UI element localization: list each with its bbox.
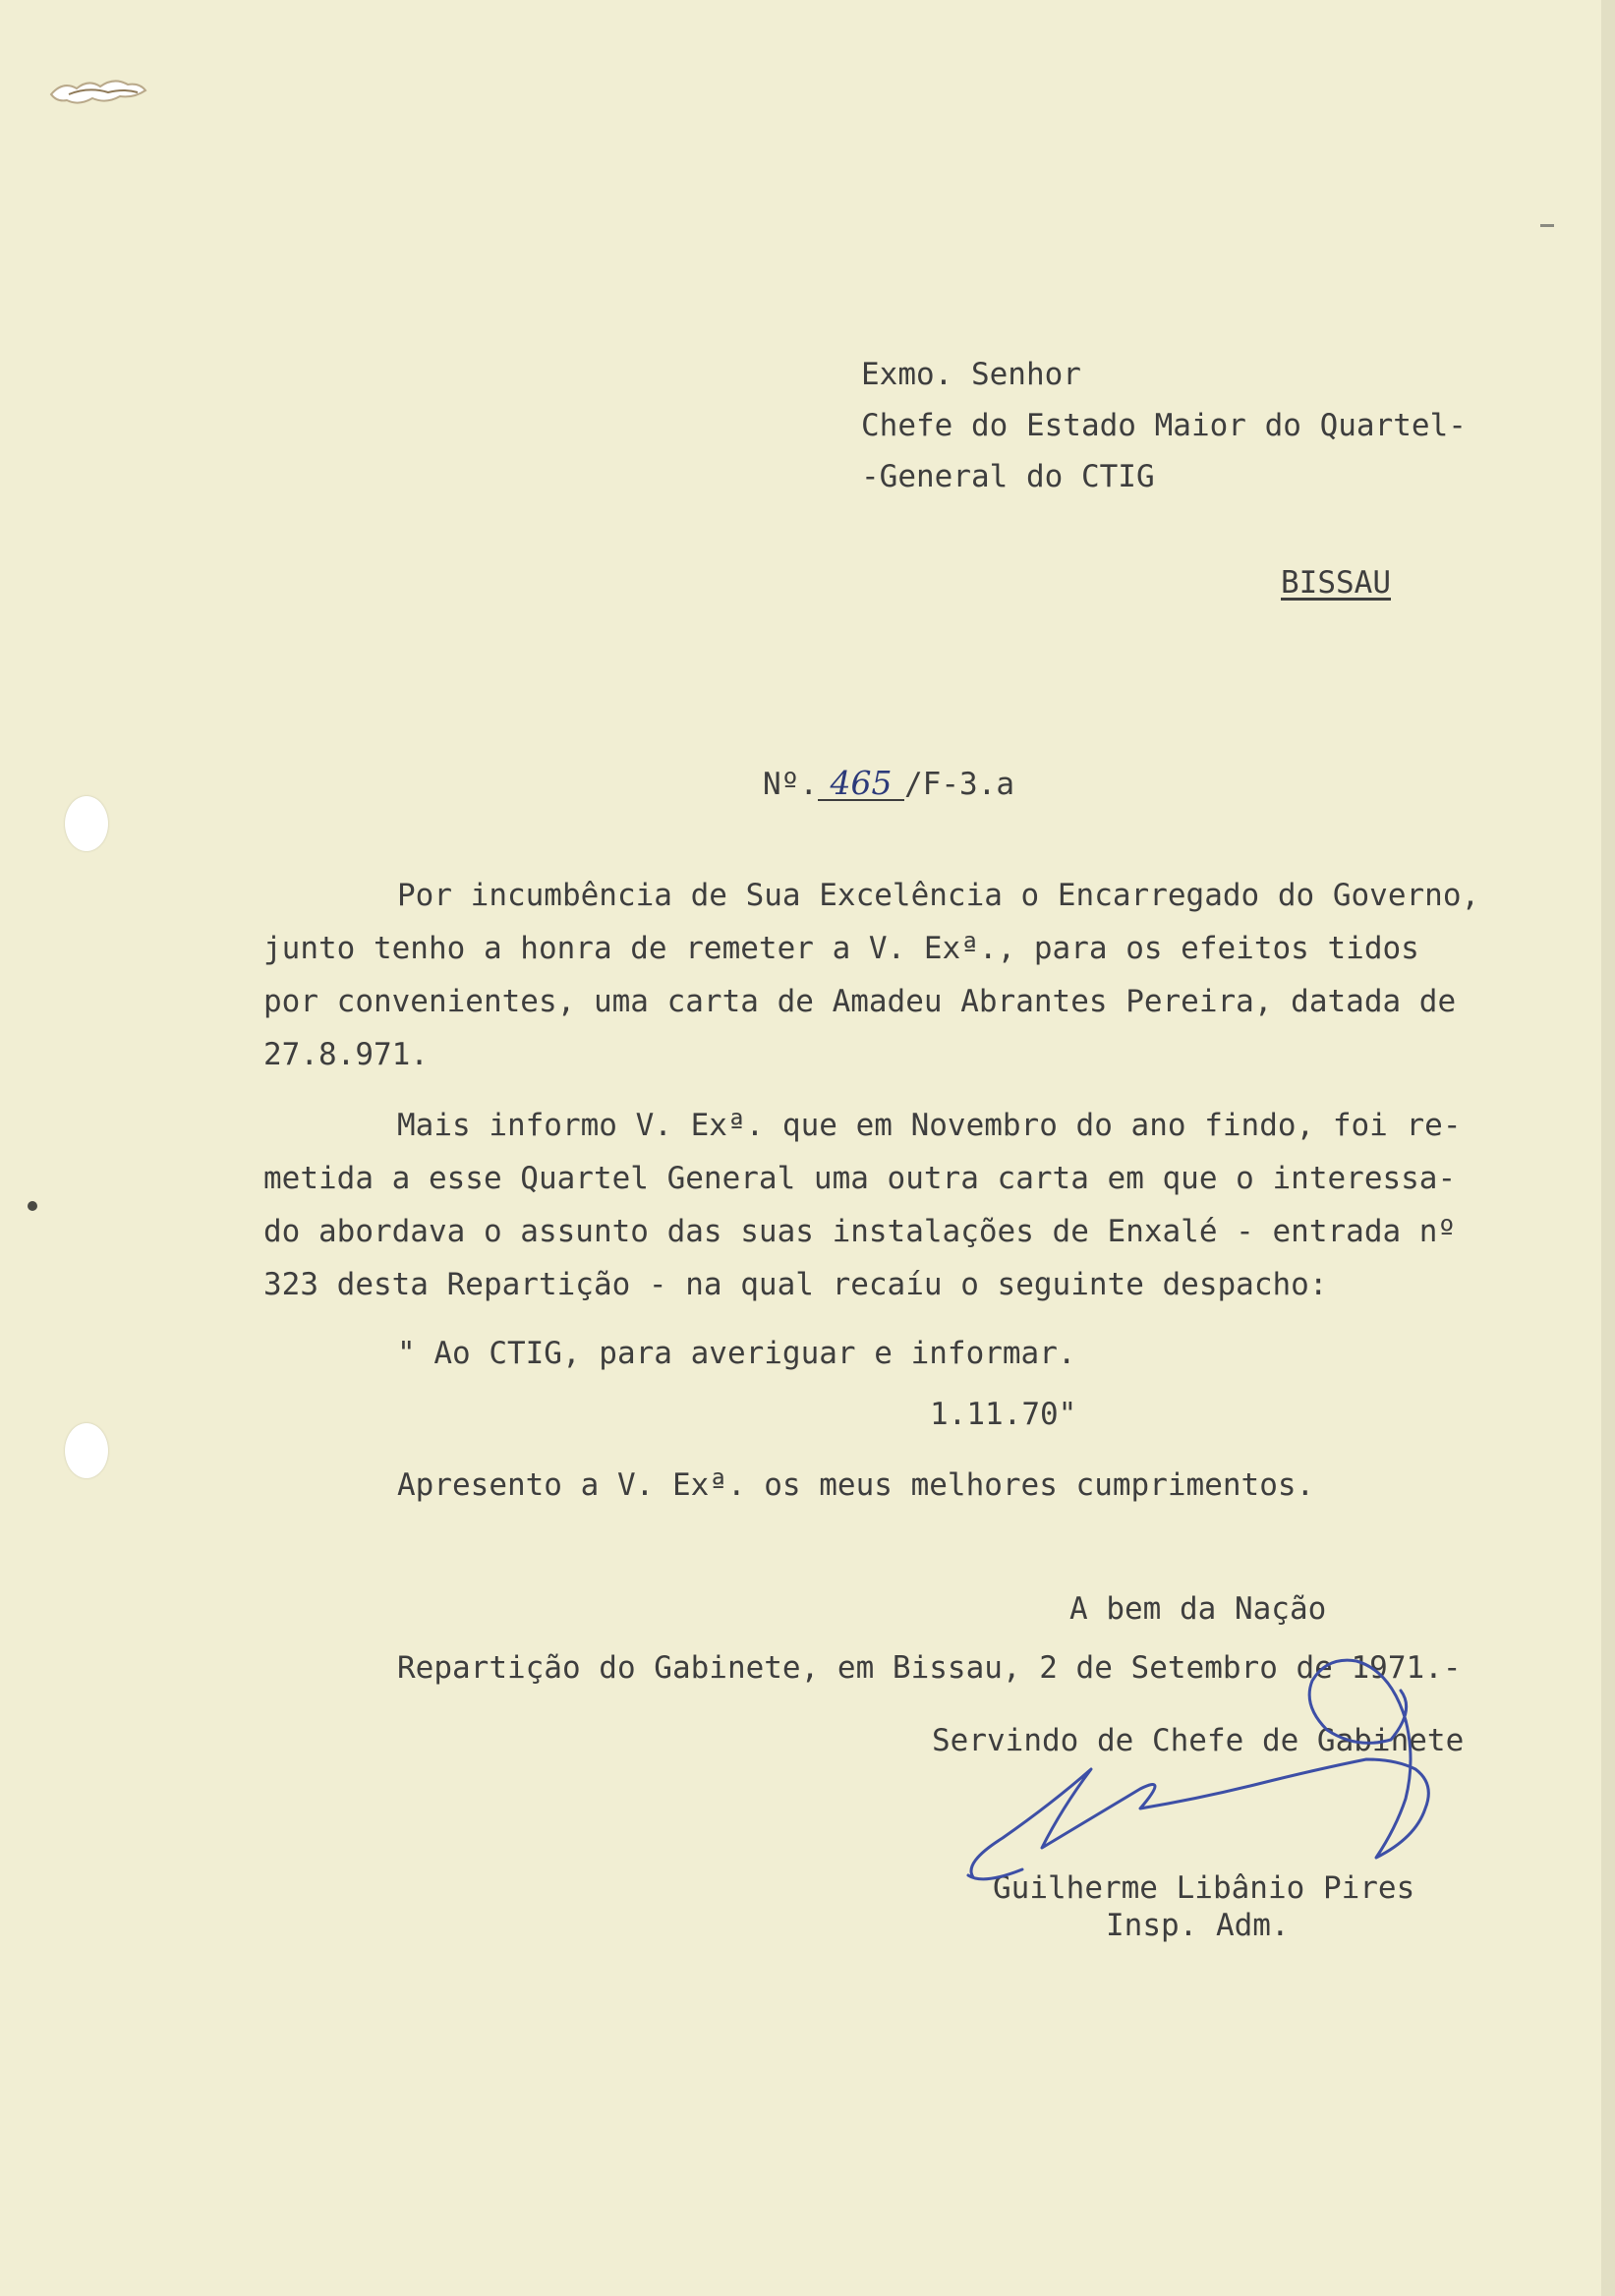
reference-handwritten-number: 465 <box>818 767 904 801</box>
addressee-title: Chefe do Estado Maior do Quartel- <box>861 408 1467 443</box>
torn-corner-mark <box>49 73 147 112</box>
body-line: 27.8.971. <box>263 1037 429 1072</box>
place-and-date: Repartição do Gabinete, em Bissau, 2 de Setembro de 1971.- <box>397 1650 1462 1686</box>
addressee-salutation: Exmo. Senhor <box>861 357 1081 392</box>
reference-prefix: Nº. <box>763 767 818 802</box>
signatory-role: Servindo de Chefe de Gabinete <box>932 1723 1465 1758</box>
punch-hole <box>65 1423 108 1478</box>
body-line: por convenientes, uma carta de Amadeu Abrantes Pereira, datada de <box>263 984 1457 1019</box>
paper-edge <box>1601 0 1615 2296</box>
body-line: metida a esse Quartel General uma outra carta em que o interessa- <box>263 1161 1457 1196</box>
body-line: junto tenho a honra de remeter a V. Exª., para os efeitos tidos <box>263 931 1419 966</box>
reference-suffix: /F-3.a <box>904 767 1014 802</box>
body-line: Por incumbência de Sua Excelência o Encarregado do Governo, <box>397 878 1480 913</box>
addressee-city: BISSAU <box>1281 565 1391 601</box>
punch-hole <box>65 796 108 851</box>
handwritten-signature <box>944 1612 1494 1907</box>
body-line: Mais informo V. Exª. que em Novembro do ano findo, foi re- <box>397 1108 1462 1143</box>
addressee-title-cont: -General do CTIG <box>861 459 1155 494</box>
margin-mark <box>1540 224 1554 227</box>
reference-number <box>763 764 1014 802</box>
body-line: 323 desta Repartição - na qual recaíu o seguinte despacho: <box>263 1267 1328 1302</box>
dispatch-date: 1.11.70" <box>930 1397 1077 1432</box>
dispatch-quote: " Ao CTIG, para averiguar e informar. <box>397 1336 1076 1371</box>
signatory-title: Insp. Adm. <box>1106 1908 1290 1943</box>
ink-speck <box>28 1201 37 1211</box>
body-line: do abordava o assunto das suas instalações de Enxalé - entrada nº <box>263 1214 1457 1249</box>
salutation: A bem da Nação <box>1069 1591 1327 1627</box>
closing-line: Apresento a V. Exª. os meus melhores cumprimentos. <box>397 1467 1315 1503</box>
signatory-name: Guilherme Libânio Pires <box>993 1870 1415 1906</box>
